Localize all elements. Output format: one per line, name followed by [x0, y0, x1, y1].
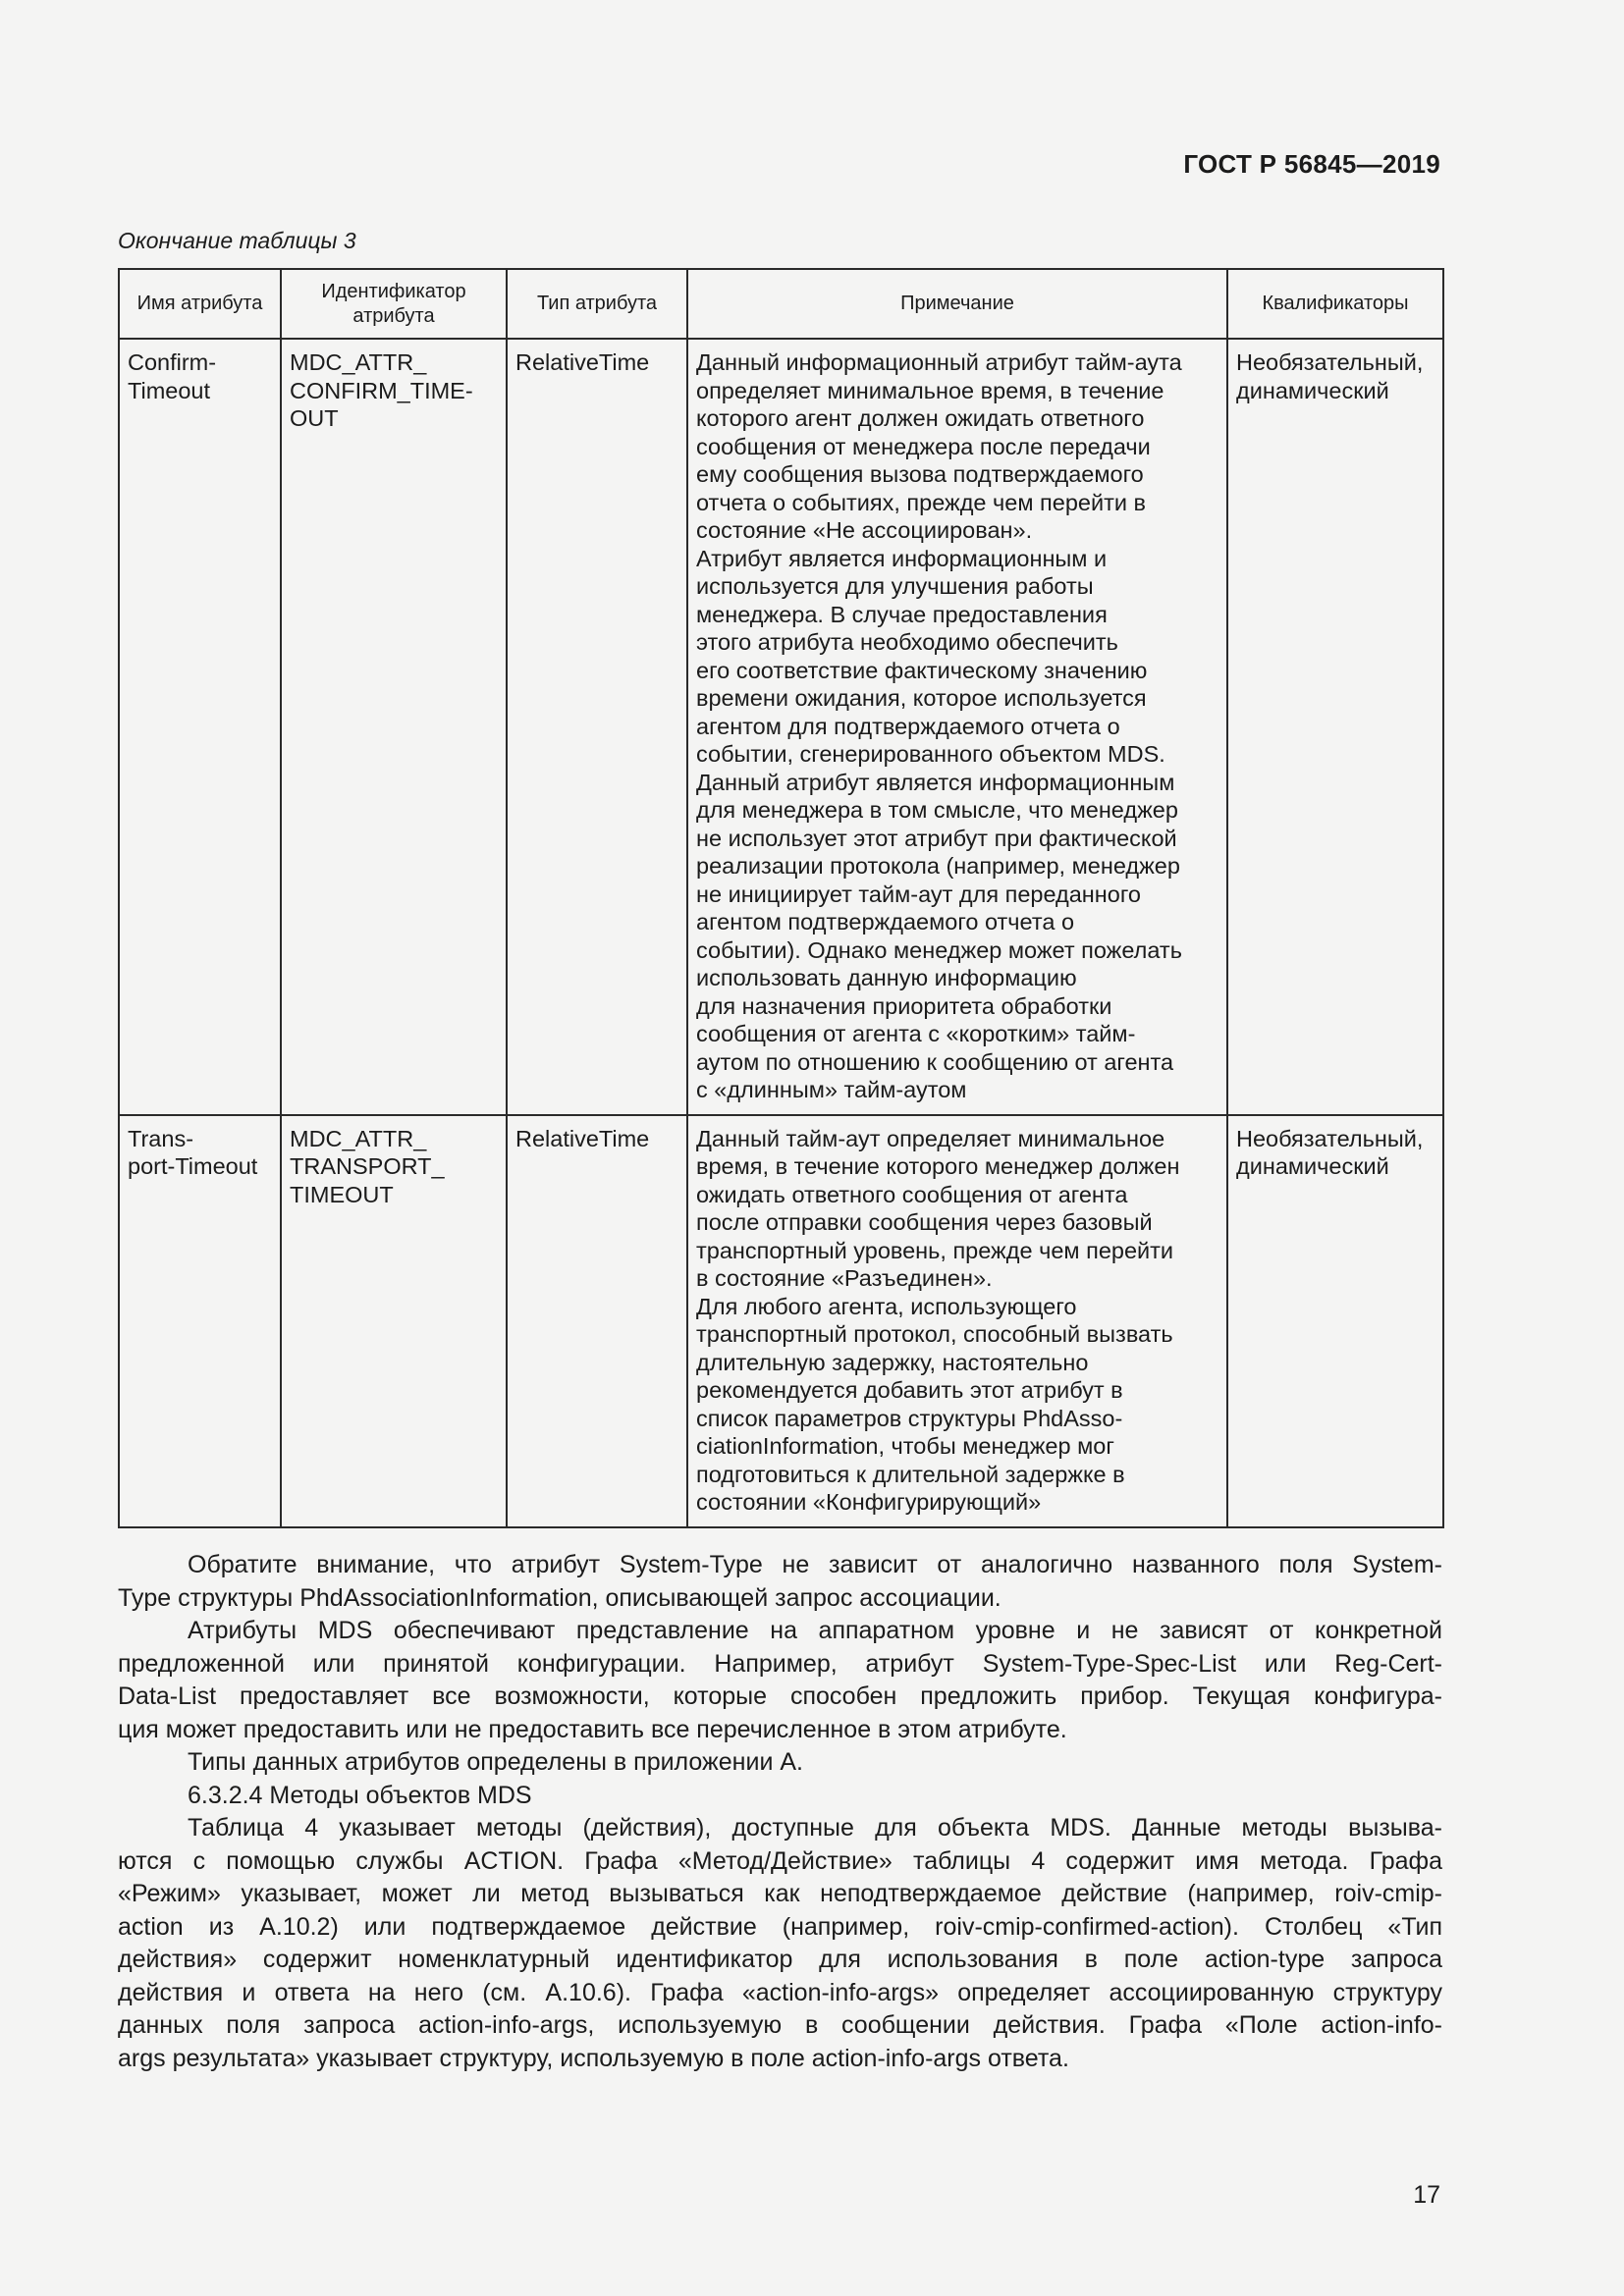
- cell-line: динамический: [1236, 377, 1389, 403]
- cell-line: времени ожидания, которое используется: [696, 685, 1147, 711]
- cell-line: Данный атрибут является информационным: [696, 769, 1175, 795]
- cell-line: состояние «Не ассоциирован».: [696, 517, 1033, 543]
- paragraph-line: данных поля запроса action-info-args, используемую в сообщении действия. Графа «Поле action-info-: [118, 2011, 1442, 2039]
- cell-line: использовать данную информацию: [696, 965, 1077, 990]
- paragraph-line: предложенной или принятой конфигурации. Например, атрибут System-Type-Spec-List или Reg-Cert-: [118, 1649, 1442, 1678]
- cell-line: Данный информационный атрибут тайм-аута: [696, 349, 1182, 375]
- cell-line: Для любого агента, использующего: [696, 1293, 1077, 1319]
- cell-line: менеджера. В случае предоставления: [696, 601, 1108, 627]
- cell-line: время, в течение которого менеджер должен: [696, 1153, 1180, 1179]
- cell-line: событии, сгенерированного объектом MDS.: [696, 741, 1165, 767]
- cell-line: сообщения от агента с «коротким» тайм-: [696, 1021, 1136, 1046]
- cell-line: Данный тайм-аут определяет минимальное: [696, 1125, 1165, 1151]
- cell-line: агентом для подтверждаемого отчета о: [696, 713, 1120, 739]
- table-header-row: [119, 269, 1443, 339]
- cell-line: транспортный уровень, прежде чем перейти: [696, 1237, 1174, 1263]
- cell-line: с «длинным» тайм-аутом: [696, 1077, 967, 1102]
- paragraph-line: действия» содержит номенклатурный идентификатор для использования в поле action-type запроса: [118, 1946, 1442, 1973]
- paragraph-line: ются с помощью службы ACTION. Графа «Метод/Действие» таблицы 4 содержит имя метода. Графа: [118, 1846, 1442, 1875]
- cell-line: TIMEOUT: [290, 1181, 394, 1207]
- cell-line: динамический: [1236, 1153, 1389, 1179]
- attribute-type-cell: [507, 1115, 687, 1527]
- column-header-qualifiers: Квалификаторы: [1227, 269, 1443, 339]
- document-standard-header: ГОСТ Р 56845—2019: [1183, 149, 1440, 179]
- column-header-note: Примечание: [687, 269, 1227, 339]
- paragraph-line: Атрибуты MDS обеспечивают представление на аппаратном уровне и не зависят от конкретной: [188, 1617, 1442, 1644]
- attribute-qualifiers-cell: [1227, 1115, 1443, 1527]
- paragraph-line: ция может предоставить или не предоставить все перечисленное в этом атрибуте.: [118, 1715, 1067, 1743]
- cell-line: событии). Однако менеджер может пожелать: [696, 936, 1182, 963]
- cell-line: сообщения от менеджера после передачи: [696, 433, 1151, 459]
- table-row: [119, 339, 1443, 1115]
- cell-line: TRANSPORT_: [290, 1153, 445, 1179]
- table-row: [119, 1115, 1443, 1527]
- cell-line: RelativeTime: [515, 1125, 650, 1151]
- cell-line: для назначения приоритета обработки: [696, 992, 1112, 1019]
- cell-line: Необязательный,: [1236, 349, 1424, 375]
- cell-line: Необязательный,: [1236, 1125, 1424, 1151]
- body-paragraph: [118, 1812, 1442, 2075]
- cell-line: ciationInformation, чтобы менеджер мог: [696, 1433, 1114, 1459]
- attributes-table: [118, 268, 1444, 1528]
- cell-line: определяет минимальное время, в течение: [696, 377, 1164, 403]
- cell-line: длительную задержку, настоятельно: [696, 1349, 1089, 1375]
- paragraph-line: Type структуры PhdAssociationInformation, описывающей запрос ассоциации.: [118, 1583, 1001, 1612]
- table-caption: Окончание таблицы 3: [118, 228, 356, 253]
- cell-line: состоянии «Конфигурирующий»: [696, 1489, 1042, 1515]
- attribute-name-cell: [119, 339, 281, 1115]
- attribute-identifier-cell: [281, 1115, 507, 1527]
- column-header-name: Имя атрибута: [119, 269, 281, 339]
- cell-line: подготовиться к длительной задержке в: [696, 1461, 1125, 1487]
- cell-line: которого агент должен ожидать ответного: [696, 405, 1145, 431]
- cell-line: список параметров структуры PhdAsso-: [696, 1405, 1123, 1431]
- cell-line: MDC_ATTR_: [290, 1125, 427, 1151]
- cell-line: агентом подтверждаемого отчета о: [696, 909, 1075, 934]
- attribute-note-cell: [687, 339, 1227, 1115]
- column-header-identifier: Идентификатор атрибута: [281, 269, 507, 339]
- cell-line: используется для улучшения работы: [696, 573, 1094, 599]
- attribute-identifier-cell: [281, 339, 507, 1115]
- cell-line: транспортный протокол, способный вызвать: [696, 1321, 1173, 1347]
- paragraph-line: args результата» указывает структуру, используемую в поле action-info-args ответа.: [118, 2044, 1069, 2072]
- cell-line: реализации протокола (например, менеджер: [696, 853, 1180, 879]
- cell-line: OUT: [290, 405, 339, 431]
- cell-line: CONFIRM_TIME-: [290, 377, 473, 403]
- attribute-note-cell: [687, 1115, 1227, 1527]
- attribute-name-cell: [119, 1115, 281, 1527]
- cell-line: RelativeTime: [515, 349, 650, 375]
- cell-line: этого атрибута необходимо обеспечить: [696, 629, 1118, 655]
- attribute-type-cell: [507, 339, 687, 1115]
- paragraph-line: действия и ответа на него (см. А.10.6). Графа «action-info-args» определяет ассоциированную структуру: [118, 1978, 1442, 2006]
- cell-line: для менеджера в том смысле, что менеджер: [696, 797, 1178, 823]
- paragraph-line: «Режим» указывает, может ли метод вызываться как неподтверждаемое действие (например, roiv-cmip-: [118, 1880, 1442, 1907]
- cell-line: ему сообщения вызова подтверждаемого: [696, 461, 1144, 487]
- body-paragraph: [118, 1746, 1442, 1780]
- cell-line: Timeout: [128, 377, 211, 403]
- cell-line: MDC_ATTR_: [290, 349, 427, 375]
- cell-line: аутом по отношению к сообщению от агента: [696, 1048, 1174, 1075]
- page-number: 17: [1413, 2181, 1440, 2209]
- paragraph-line: Обратите внимание, что атрибут System-Type не зависит от аналогично названного поля System-: [188, 1551, 1442, 1578]
- body-paragraph: [118, 1549, 1442, 1615]
- cell-line: Confirm-: [128, 349, 217, 375]
- cell-line: ожидать ответного сообщения от агента: [696, 1181, 1128, 1207]
- cell-line: Атрибут является информационным и: [696, 545, 1108, 571]
- cell-line: Trans-: [128, 1125, 194, 1151]
- body-text: [118, 1549, 1442, 2075]
- cell-line: port-Timeout: [128, 1153, 258, 1179]
- cell-line: рекомендуется добавить этот атрибут в: [696, 1377, 1123, 1403]
- body-paragraph: [118, 1780, 1442, 1813]
- cell-line: после отправки сообщения через базовый: [696, 1209, 1153, 1235]
- attribute-qualifiers-cell: [1227, 339, 1443, 1115]
- paragraph-line: Типы данных атрибутов определены в приложении А.: [188, 1748, 803, 1776]
- column-header-type: Тип атрибута: [507, 269, 687, 339]
- cell-line: не инициирует тайм-аут для переданного: [696, 881, 1141, 907]
- cell-line: в состояние «Разъединен».: [696, 1265, 993, 1291]
- body-paragraph: [118, 1615, 1442, 1746]
- paragraph-line: 6.3.2.4 Методы объектов MDS: [188, 1781, 532, 1809]
- paragraph-line: Таблица 4 указывает методы (действия), доступные для объекта MDS. Данные методы вызыва-: [188, 1814, 1442, 1842]
- paragraph-line: Data-List предоставляет все возможности, которые способен предложить прибор. Текущая конфигура-: [118, 1682, 1442, 1710]
- cell-line: отчета о событиях, прежде чем перейти в: [696, 489, 1146, 515]
- paragraph-line: action из А.10.2) или подтверждаемое действие (например, roiv-cmip-confirmed-action). Столбец «Тип: [118, 1912, 1442, 1941]
- cell-line: не использует этот атрибут при фактической: [696, 825, 1177, 851]
- cell-line: его соответствие фактическому значению: [696, 657, 1148, 683]
